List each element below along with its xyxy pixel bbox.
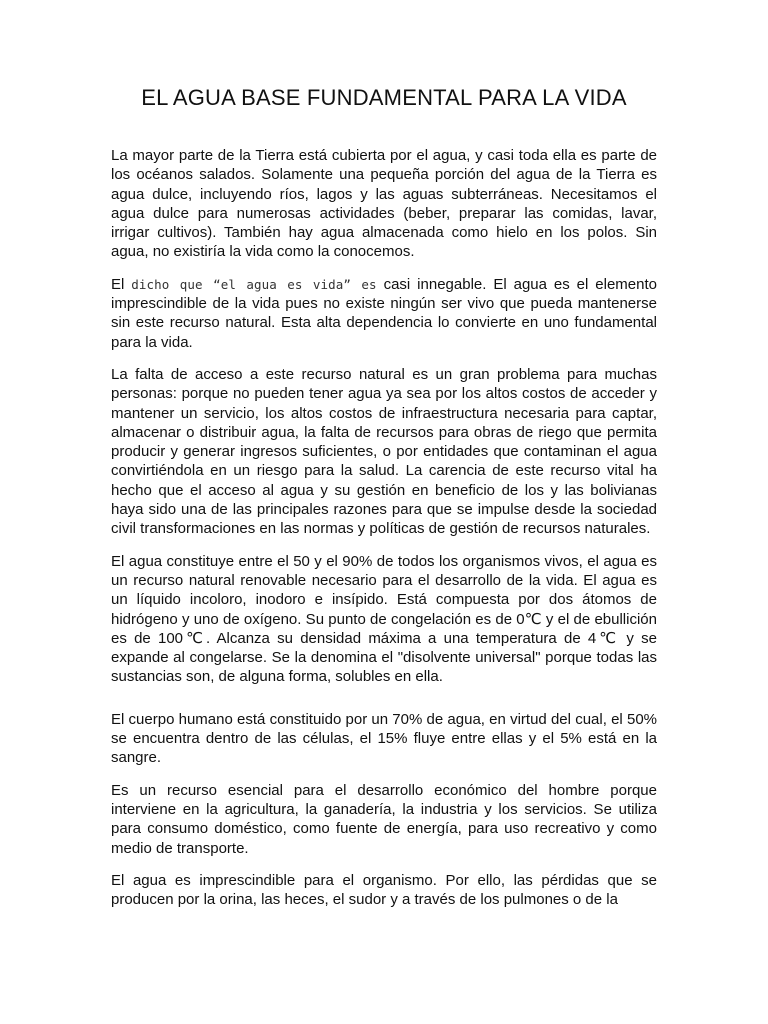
paragraph-5: El cuerpo humano está constituido por un 70% de agua, en virtud del cual, el 50% se encuentra dentro de las células, el 15% fluye entre ellas y el 5% está en la sangre.	[111, 710, 657, 767]
document-body	[111, 146, 657, 922]
paragraph-7: El agua es imprescindible para el organismo. Por ello, las pérdidas que se producen por la orina, las heces, el sudor y a través de los pulmones o de la	[111, 871, 657, 909]
paragraph-2-rest: casi innegable. El agua es el elemento imprescindible de la vida pues no existe ningún ser vivo que pueda mantenerse sin este recurso natural. Esta alta dependencia lo convierte en uno fundamental para la vida.	[111, 275, 657, 351]
paragraph-3: La falta de acceso a este recurso natural es un gran problema para muchas personas: porque no pueden tener agua ya sea por los altos costos de acceder y mantener un servicio, los altos costos de infraestructura necesaria para captar, almacenar o distribuir agua, la falta de recursos para obras de riego que permita producir y generar ingresos suficientes, o por entidades que contaminan el agua convirtiéndola en un riesgo para la salud. La carencia de este recurso vital ha hecho que el acceso al agua y su gestión en beneficio de los y las bolivianas haya sido una de las principales razones para que se impulse desde la sociedad civil transformaciones en las normas y políticas de gestión de recursos naturales.	[111, 365, 657, 538]
document-title: EL AGUA BASE FUNDAMENTAL PARA LA VIDA	[141, 85, 627, 110]
paragraph-6: Es un recurso esencial para el desarrollo económico del hombre porque interviene en la agricultura, la ganadería, la industria y los servicios. Se utiliza para consumo doméstico, como fuente de energía, para uso recreativo y como medio de transporte.	[111, 781, 657, 857]
paragraph-2	[111, 275, 657, 352]
paragraph-2-lead: El	[111, 275, 132, 293]
paragraph-4: El agua constituye entre el 50 y el 90% de todos los organismos vivos, el agua es un recurso natural renovable necesario para el desarrollo de la vida. El agua es un líquido incoloro, inodoro e insípido. Está compuesta por dos átomos de hidrógeno y uno de oxígeno. Su punto de congelación es de 0℃ y el de ebullición es de 100℃. Alcanza su densidad máxima a una temperatura de 4℃ y se expande al congelarse. Se la denomina el "disolvente universal" porque todas las sustancias son, de alguna forma, solubles en ella.	[111, 552, 657, 686]
quoted-saying: dicho que “el agua es vida” es	[131, 276, 377, 292]
paragraph-1: La mayor parte de la Tierra está cubierta por el agua, y casi toda ella es parte de los océanos salados. Solamente una pequeña porción del agua de la Tierra es agua dulce, incluyendo ríos, lagos y las aguas subterráneas. Necesitamos el agua dulce para numerosas actividades (beber, preparar las comidas, lavar, irrigar cultivos). También hay agua almacenada como hielo en los polos. Sin agua, no existiría la vida como la conocemos.	[111, 147, 657, 261]
